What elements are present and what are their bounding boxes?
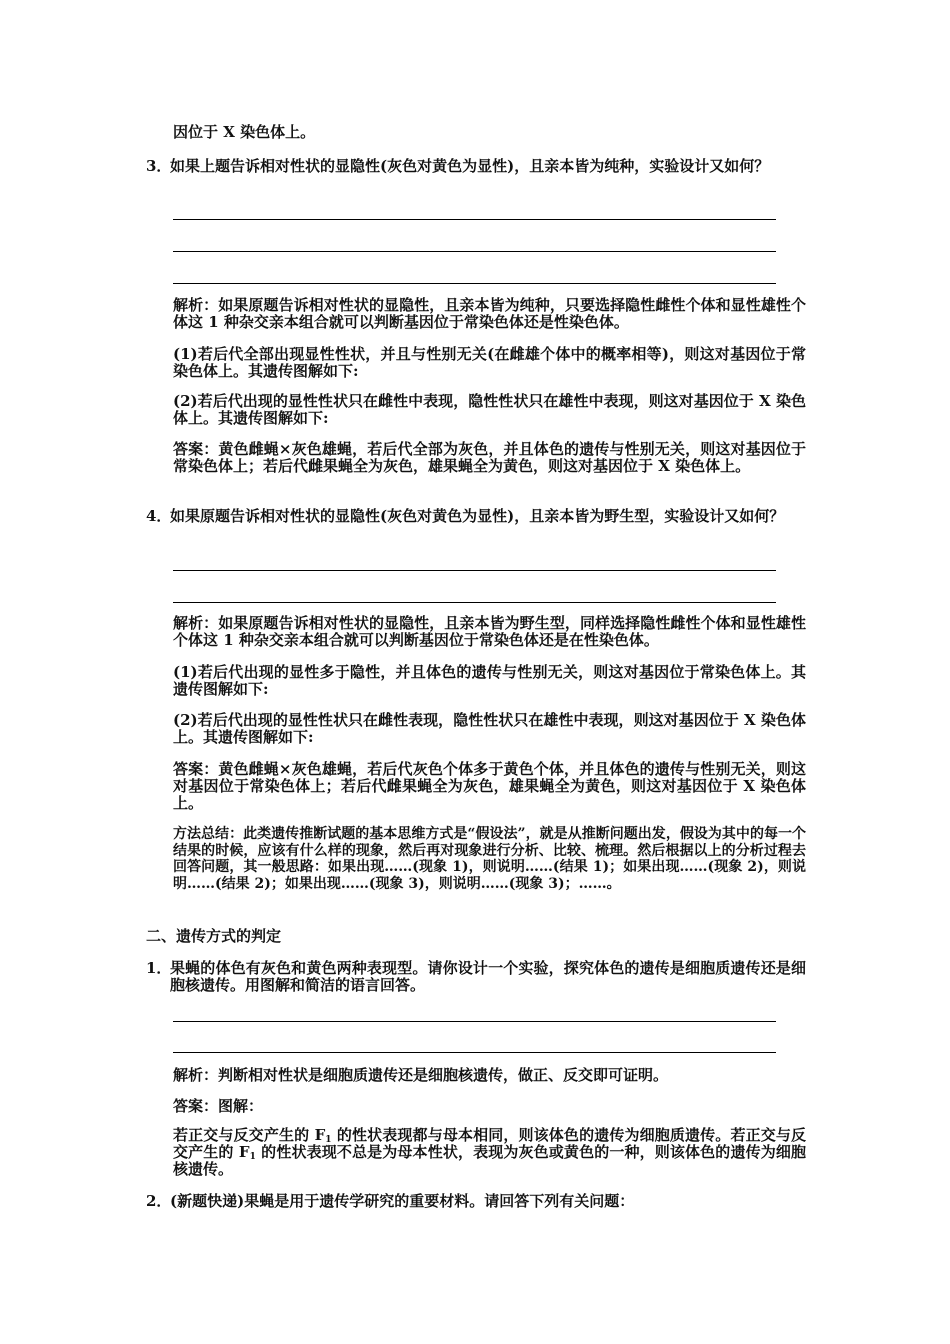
answer-label: 答案： <box>173 760 219 778</box>
conclusion-text: 若正交与反交产生的 F <box>173 1126 326 1144</box>
answer-label: 答案： <box>173 440 219 458</box>
method-text: 此类遗传推断试题的基本思维方式是“假设法”，就是从推断问题出发，假设为其中的每一个结果的时候，应该有什么样的现象，然后再对现象进行分析、比较、梳理。然后根据以上的分析过程去回答问题，其一般思路：如果出现……(现象 1)，则说明……(结果 1)；如果出现……(现象 2)，则说明……(结果 2)；如果出现……(现象 3)，则说明……(现象 3)；……。 <box>173 826 807 892</box>
answer-text: 黄色雌蝇×灰色雄蝇，若后代全部为灰色，并且体色的遗传与性别无关，则这对基因位于常染色体上；若后代雌果蝇全为灰色，雄果蝇全为黄色，则这对基因位于 X 染色体上。 <box>173 440 806 475</box>
question-3-analysis <box>173 297 806 331</box>
question-3-case-2: (2)若后代出现的显性性状只在雌性中表现，隐性性状只在雄性中表现，则这对基因位于 X 染色体上。其遗传图解如下: <box>173 392 806 427</box>
section-2-question-1-analysis <box>173 1067 806 1084</box>
continuation-text: 因位于 X 染色体上。 <box>173 123 316 141</box>
section-2-question-1-number: 1． <box>146 959 172 977</box>
method-label: 方法总结： <box>173 826 244 842</box>
question-4-number: 4． <box>146 507 172 525</box>
question-body: 果蝇是用于遗传学研究的重要材料。请回答下列有关问题： <box>244 1192 635 1210</box>
analysis-label: 解析： <box>173 1066 219 1084</box>
question-4-case-1: (1)若后代出现的显性多于隐性，并且体色的遗传与性别无关，则这对基因位于常染色体上。其遗传图解如下: <box>173 663 806 698</box>
section-2-question-2-number: 2． <box>146 1192 172 1210</box>
section-2-question-2-text <box>170 1193 806 1210</box>
question-3-text: 如果上题告诉相对性状的显隐性(灰色对黄色为显性)，且亲本皆为纯种，实验设计又如何？ <box>170 157 770 175</box>
conclusion-text: 的性状表现不总是为母本性状，表现为灰色或黄色的一种，则该体色的遗传为细胞核遗传。 <box>173 1143 806 1178</box>
section-heading: 二、遗传方式的判定 <box>146 927 282 945</box>
answer-line[interactable] <box>173 570 776 571</box>
section-2-question-1-answer <box>173 1098 806 1115</box>
answer-text: 黄色雌蝇×灰色雄蝇，若后代灰色个体多于黄色个体，并且体色的遗传与性别无关，则这对基因位于常染色体上；若后代雌果蝇全为灰色，雄果蝇全为黄色，则这对基因位于 X 染色体上。 <box>173 760 806 812</box>
analysis-label: 解析： <box>173 296 219 314</box>
question-3-number: 3． <box>146 157 172 175</box>
answer-line[interactable] <box>173 219 776 220</box>
analysis-label: 解析： <box>173 614 219 632</box>
analysis-text: 如果原题告诉相对性状的显隐性，且亲本皆为野生型，同样选择隐性雌性个体和显性雄性个体这 1 种杂交亲本组合就可以判断基因位于常染色体还是在性染色体。 <box>173 614 806 649</box>
subscript: 1 <box>249 1152 256 1162</box>
answer-text: 图解： <box>218 1097 264 1115</box>
answer-label: 答案： <box>173 1097 219 1115</box>
question-4-text: 如果原题告诉相对性状的显隐性(灰色对黄色为显性)，且亲本皆为野生型，实验设计又如何？ <box>170 507 785 525</box>
analysis-text: 判断相对性状是细胞质遗传还是细胞核遗传，做正、反交即可证明。 <box>218 1066 669 1084</box>
answer-line[interactable] <box>173 251 776 252</box>
method-summary <box>173 826 806 892</box>
conclusion-text: 的性状表现都与母本相同，则该体色的遗传为细胞质遗传。若正交与反交产生的 F <box>173 1126 806 1161</box>
analysis-text: 如果原题告诉相对性状的显隐性，且亲本皆为纯种，只要选择隐性雌性个体和显性雄性个体这 1 种杂交亲本组合就可以判断基因位于常染色体还是性染色体。 <box>173 296 806 331</box>
question-4-case-2: (2)若后代出现的显性性状只在雌性表现，隐性性状只在雄性中表现，则这对基因位于 X 染色体上。其遗传图解如下: <box>173 711 806 746</box>
answer-line[interactable] <box>173 283 776 284</box>
question-3-answer <box>173 441 806 475</box>
answer-line[interactable] <box>173 1052 776 1053</box>
section-2-question-1-text: 果蝇的体色有灰色和黄色两种表现型。请你设计一个实验，探究体色的遗传是细胞质遗传还是细胞核遗传。用图解和简洁的语言回答。 <box>170 959 806 994</box>
question-4-answer <box>173 761 806 812</box>
question-3-case-1: (1)若后代全部出现显性性状，并且与性别无关(在雌雄个体中的概率相等)，则这对基因位于常染色体上。其遗传图解如下: <box>173 345 806 380</box>
question-4-analysis <box>173 615 806 649</box>
answer-line[interactable] <box>173 1021 776 1022</box>
section-2-question-1-conclusion <box>173 1127 806 1178</box>
answer-line[interactable] <box>173 602 776 603</box>
question-tag: (新题快递) <box>170 1192 245 1210</box>
subscript: 1 <box>325 1135 332 1145</box>
